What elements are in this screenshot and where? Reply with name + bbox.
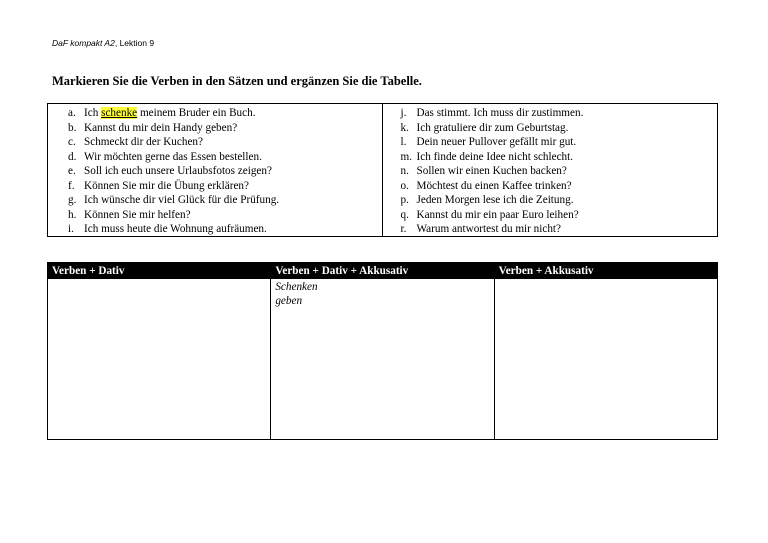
cell-dativ[interactable]	[48, 279, 271, 440]
sentence-letter: d.	[68, 150, 77, 163]
sentence-text: Dein neuer Pullover gefällt mir gut.	[416, 136, 577, 148]
sentence-c	[68, 135, 382, 150]
sentence-letter: r.	[400, 223, 407, 235]
header-verben-akkusativ: Verben + Akkusativ	[494, 263, 717, 279]
sentence-letter: g.	[68, 194, 77, 206]
sentence-letter: h.	[68, 208, 77, 221]
sentence-letter: k.	[400, 121, 409, 134]
sentence-j	[401, 106, 718, 121]
sentence-text: Wir möchten gerne das Essen bestellen.	[84, 150, 262, 163]
sentences-left-column	[48, 104, 383, 236]
sentence-text: Schmeckt dir der Kuchen?	[84, 136, 203, 148]
sentence-a	[68, 106, 382, 121]
sentence-n	[401, 164, 718, 179]
sentence-text	[84, 106, 382, 121]
sentence-text: Können Sie mir helfen?	[84, 208, 191, 221]
sentence-letter: p.	[400, 194, 409, 206]
sentence-text: Ich finde deine Idee nicht schlecht.	[416, 150, 574, 163]
sentence-letter: f.	[68, 179, 75, 192]
sentence-letter: o.	[400, 179, 409, 192]
sentence-text-post: meinem Bruder ein Buch.	[137, 107, 256, 119]
sentence-i	[68, 222, 382, 237]
sentence-g	[68, 193, 382, 208]
sentence-text: Können Sie mir die Übung erklären?	[84, 179, 249, 192]
sentence-text: Sollen wir einen Kuchen backen?	[416, 165, 567, 177]
sentence-r	[401, 222, 718, 237]
sentence-letter: c.	[68, 136, 76, 148]
sentence-text: Ich gratuliere dir zum Geburtstag.	[416, 121, 569, 134]
document-header	[52, 38, 154, 48]
sentence-letter: a.	[68, 107, 76, 119]
sentence-f	[68, 179, 382, 194]
sentence-k	[401, 121, 718, 136]
sentence-text: Warum antwortest du mir nicht?	[416, 223, 561, 235]
sentences-box	[47, 103, 718, 237]
sentence-letter: e.	[68, 165, 76, 177]
sentence-b	[68, 121, 382, 136]
sentence-h	[68, 208, 382, 223]
verb-table	[47, 262, 718, 440]
verb-table-body-row	[48, 279, 718, 440]
sentence-letter: b.	[68, 121, 77, 134]
header-verben-dativ: Verben + Dativ	[48, 263, 271, 279]
sentence-letter: n.	[400, 165, 409, 177]
sentences-right-column	[383, 104, 718, 236]
header-verben-dativ-akkusativ: Verben + Dativ + Akkusativ	[271, 263, 494, 279]
highlighted-verb: schenke	[101, 107, 138, 119]
sentence-q	[401, 208, 718, 223]
sentence-text: Ich wünsche dir viel Glück für die Prüfung.	[84, 194, 280, 206]
sentence-text: Kannst du mir ein paar Euro leihen?	[416, 208, 579, 221]
sentence-text-pre: Ich	[84, 107, 102, 119]
sentence-text: Soll ich euch unsere Urlaubsfotos zeigen?	[84, 165, 272, 177]
cell-dativ-akkusativ[interactable]	[271, 279, 494, 440]
sentence-text: Jeden Morgen lese ich die Zeitung.	[416, 194, 574, 206]
lesson-label: , Lektion 9	[114, 38, 155, 48]
sentence-l	[401, 135, 718, 150]
sentence-d	[68, 150, 382, 165]
book-title: DaF kompakt A2	[52, 38, 115, 48]
sentence-o	[401, 179, 718, 194]
sentence-letter: i.	[68, 223, 74, 235]
sentence-letter: m.	[400, 150, 412, 163]
cell-akkusativ[interactable]	[494, 279, 717, 440]
verb-table-header-row	[48, 263, 718, 279]
sentence-letter: j.	[400, 107, 407, 119]
instruction-text: Markieren Sie die Verben in den Sätzen und ergänzen Sie die Tabelle.	[52, 74, 422, 88]
sentence-text: Ich muss heute die Wohnung aufräumen.	[84, 223, 267, 235]
sentence-text: Das stimmt. Ich muss dir zustimmen.	[416, 107, 584, 119]
verb-entry: Schenken	[275, 281, 318, 293]
sentence-e	[68, 164, 382, 179]
sentence-letter: q.	[400, 208, 409, 221]
sentence-letter: l.	[400, 136, 407, 148]
sentence-text: Möchtest du einen Kaffee trinken?	[416, 179, 572, 192]
sentence-text: Kannst du mir dein Handy geben?	[84, 121, 238, 134]
sentence-m	[401, 150, 718, 165]
sentence-p	[401, 193, 718, 208]
verb-entry: geben	[275, 295, 303, 307]
